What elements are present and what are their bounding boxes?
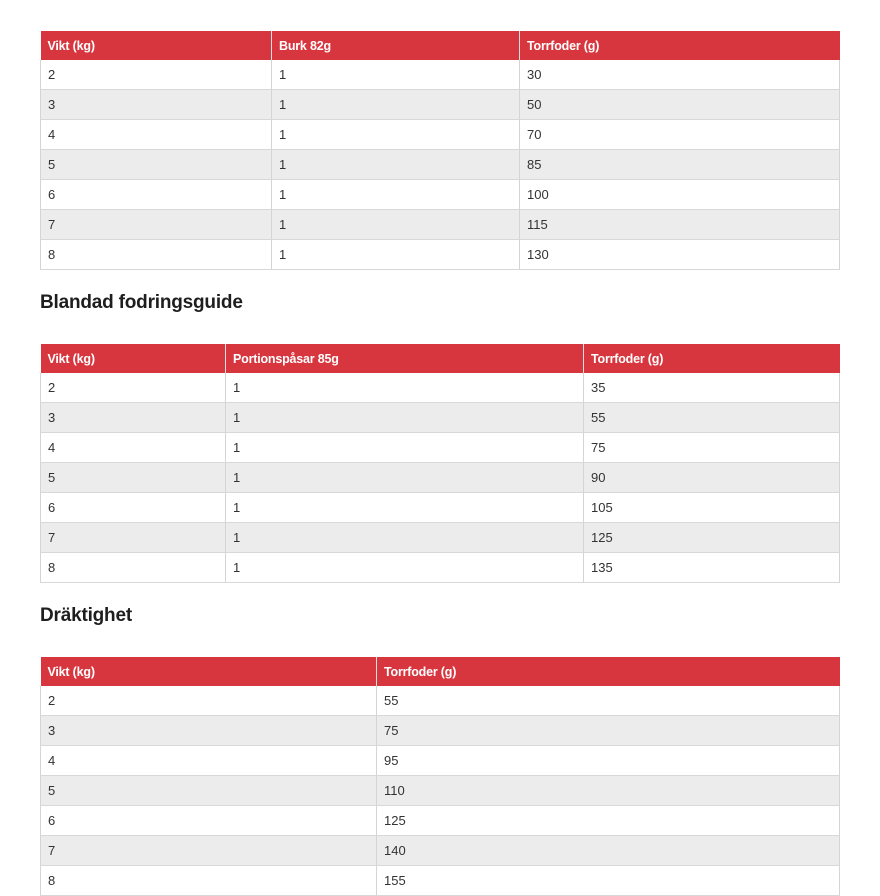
cell: 110 [377,776,840,806]
cell: 115 [520,210,840,240]
cell: 4 [41,433,226,463]
table-header-row [41,344,840,373]
table-row [41,746,840,776]
table-row [41,836,840,866]
cell: 1 [272,150,520,180]
cell: 1 [272,240,520,270]
cell: 7 [41,836,377,866]
table-header-row [41,31,840,60]
cell: 8 [41,240,272,270]
table-row [41,463,840,493]
cell: 6 [41,806,377,836]
table-row [41,60,840,90]
cell: 1 [226,373,584,403]
table-row [41,240,840,270]
column-header-weight: Vikt (kg) [41,657,377,686]
cell: 2 [41,373,226,403]
section-title-pregnancy: Dräktighet [40,605,132,626]
cell: 5 [41,150,272,180]
column-header-weight: Vikt (kg) [41,31,272,60]
cell: 3 [41,403,226,433]
cell: 1 [272,210,520,240]
cell: 5 [41,463,226,493]
cell: 75 [377,716,840,746]
cell: 1 [272,120,520,150]
column-header-dry-food: Torrfoder (g) [584,344,840,373]
table-row [41,373,840,403]
table-row [41,716,840,746]
column-header-dry-food: Torrfoder (g) [520,31,840,60]
cell: 2 [41,686,377,716]
cell: 85 [520,150,840,180]
content [40,31,839,896]
cell: 30 [520,60,840,90]
column-header-pouches: Portionspåsar 85g [226,344,584,373]
cell: 140 [377,836,840,866]
cell: 1 [272,180,520,210]
cell: 8 [41,553,226,583]
cell: 8 [41,866,377,896]
table-row [41,210,840,240]
table-row [41,776,840,806]
table-row [41,523,840,553]
cell: 135 [584,553,840,583]
cell: 5 [41,776,377,806]
cell: 1 [226,433,584,463]
table-row [41,686,840,716]
cell: 50 [520,90,840,120]
cell: 100 [520,180,840,210]
column-header-weight: Vikt (kg) [41,344,226,373]
cell: 1 [226,493,584,523]
cell: 4 [41,746,377,776]
cell: 95 [377,746,840,776]
cell: 2 [41,60,272,90]
cell: 75 [584,433,840,463]
cell: 7 [41,210,272,240]
cell: 6 [41,180,272,210]
cell: 1 [226,523,584,553]
table-row [41,553,840,583]
cell: 3 [41,90,272,120]
table-row [41,403,840,433]
cell: 4 [41,120,272,150]
feeding-table-wet [40,31,840,270]
cell: 125 [584,523,840,553]
cell: 35 [584,373,840,403]
cell: 1 [226,463,584,493]
table-row [41,433,840,463]
table-row [41,120,840,150]
column-header-dry-food: Torrfoder (g) [377,657,840,686]
table-header-row [41,657,840,686]
column-header-can: Burk 82g [272,31,520,60]
cell: 1 [226,403,584,433]
cell: 6 [41,493,226,523]
cell: 1 [272,90,520,120]
cell: 1 [272,60,520,90]
cell: 1 [226,553,584,583]
cell: 55 [377,686,840,716]
feeding-table-mixed [40,344,840,583]
cell: 70 [520,120,840,150]
cell: 90 [584,463,840,493]
section-title-mixed-feeding: Blandad fodringsguide [40,292,243,313]
cell: 130 [520,240,840,270]
cell: 55 [584,403,840,433]
table-row [41,866,840,896]
cell: 7 [41,523,226,553]
cell: 155 [377,866,840,896]
table-row [41,150,840,180]
table-row [41,806,840,836]
cell: 3 [41,716,377,746]
cell: 105 [584,493,840,523]
table-row [41,180,840,210]
table-row [41,90,840,120]
feeding-table-pregnancy [40,657,840,896]
cell: 125 [377,806,840,836]
table-row [41,493,840,523]
